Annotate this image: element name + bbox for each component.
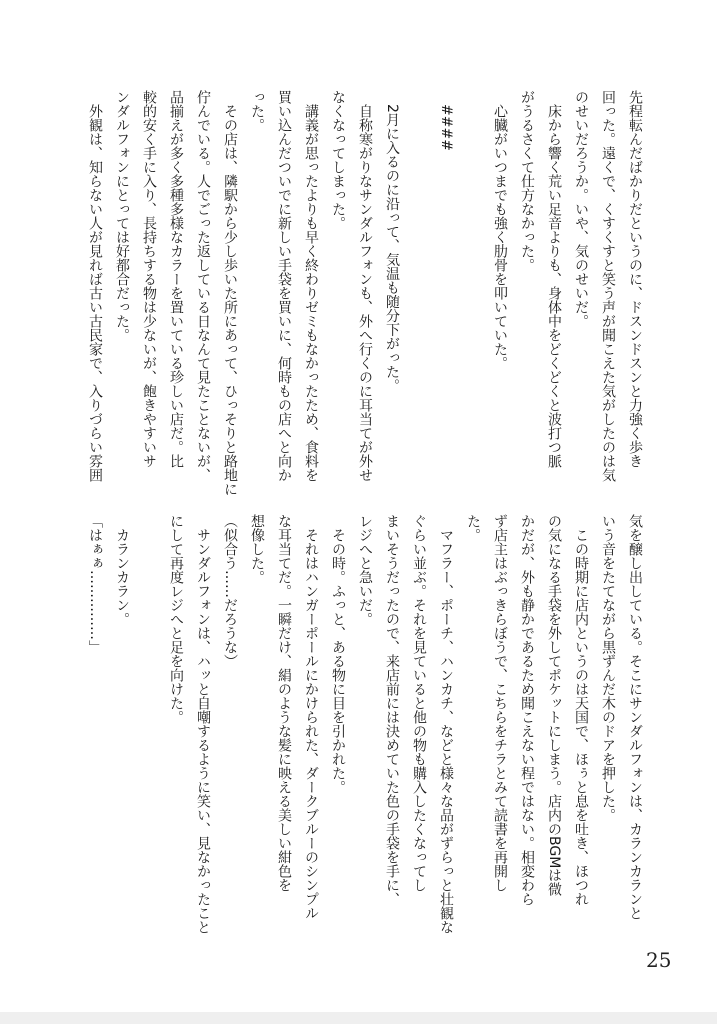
text-line: 佇んでいる。人でごった返している日なんて見たことないが、 [195, 90, 211, 482]
text-line [459, 90, 486, 502]
text-line: その店は、隣駅から少し歩いた所にあって、ひっそりと路地に [222, 90, 238, 496]
text-line: がうるさくて仕方なかった。 [519, 90, 535, 272]
text-line: かだが、外も静かであるため聞こえない程ではない。相変わら [519, 514, 535, 906]
text-line: 床から響く荒い足音よりも、身体中をどくどくと波打つ脈 [546, 90, 562, 468]
text-line: 品揃えが多く多種多様なカラーを置いている珍しい店だ。比 [168, 90, 184, 468]
text-block-upper [81, 90, 648, 502]
text-line: 自称寒がりなサンダルフォンも、外へ行くのに耳当てが外せ [357, 90, 373, 482]
text-line: な耳当てだ。一瞬だけ、絹のような髪に映える美しい紺色を [276, 514, 292, 892]
text-line: った。 [249, 90, 265, 132]
text-line: いう音をたてながら黒ずんだ木のドアを押した。 [600, 514, 616, 822]
text-line: 先程転んだばかりだというのに、ドスンドスンと力強く歩き [627, 90, 643, 468]
text-line: 講義が思ったよりも早く終わりゼミもなかったため、食料を [303, 90, 319, 482]
text-line: 2月に入るのに沿って、気温も随分下がった。 [384, 90, 400, 393]
text-line: にして再度レジへと足を向けた。 [168, 514, 184, 724]
text-line: カランカラン。 [114, 514, 130, 626]
footer-strip [0, 1012, 717, 1024]
text-line [135, 514, 162, 942]
text-block-lower [81, 514, 648, 942]
text-line: まいそうだったので、来店前には決めていた色の手袋を手に、 [384, 514, 400, 906]
text-line: 買い込んだついでに新しい手袋を買いに、何時もの店へと向か [276, 90, 292, 482]
text-line: 較的安く手に入り、長持ちする物は少ないが、飽きやすいサ [141, 90, 157, 468]
text-line: 心臓がいつまでも強く肋骨を叩いていた。 [492, 90, 508, 370]
text-line: 外観は、知らない人が見れば古い古民家で、入りづらい雰囲 [87, 90, 103, 482]
text-line: ず店主はぶっきらぼうで、こちらをチラとみて読書を再開し [492, 514, 508, 892]
text-line: この時期に店内というのは天国で、ほぅと息を吐き、ほつれ [573, 514, 589, 906]
text-line: 回った。遠くで、くすくすと笑う声が聞こえた気がしたのは気 [600, 90, 616, 482]
text-line: レジへと急いだ。 [357, 514, 373, 626]
text-line: のせいだろうか。いや、気のせいだ。 [573, 90, 589, 328]
text-line: （似合う……だろうな） [222, 514, 238, 668]
text-line: その時。ふっと、ある物に目を引かれた。 [330, 514, 346, 794]
text-line: た。 [465, 514, 481, 542]
text-line: #### [438, 90, 454, 151]
text-line: 気を醸し出している。そこにサンダルフォンは、カランカランと [627, 514, 643, 920]
text-line: なくなってしまった。 [330, 90, 346, 230]
text-line: それはハンガーポールにかけられた、ダークブルーのシンプル [303, 514, 319, 920]
text-line: ンダルフォンにとっては好都合だった。 [114, 90, 130, 342]
text-line [405, 90, 432, 502]
page-number: 25 [646, 948, 672, 972]
text-line: ぐらい並ぶ。それを見ていると他の物も購入したくなってし [411, 514, 427, 892]
text-line: マフラー、ポーチ、ハンカチ、などと様々な品がずらっと壮観な [438, 514, 454, 934]
text-line: 「はぁぁ……………」 [87, 514, 103, 654]
text-line: サンダルフォンは、ハッと自嘲するように笑い、見なかったこと [195, 514, 211, 934]
text-line: の気になる手袋を外してポケットにしまう。店内のBGMは微 [546, 514, 562, 897]
text-line: 想像した。 [249, 514, 265, 584]
